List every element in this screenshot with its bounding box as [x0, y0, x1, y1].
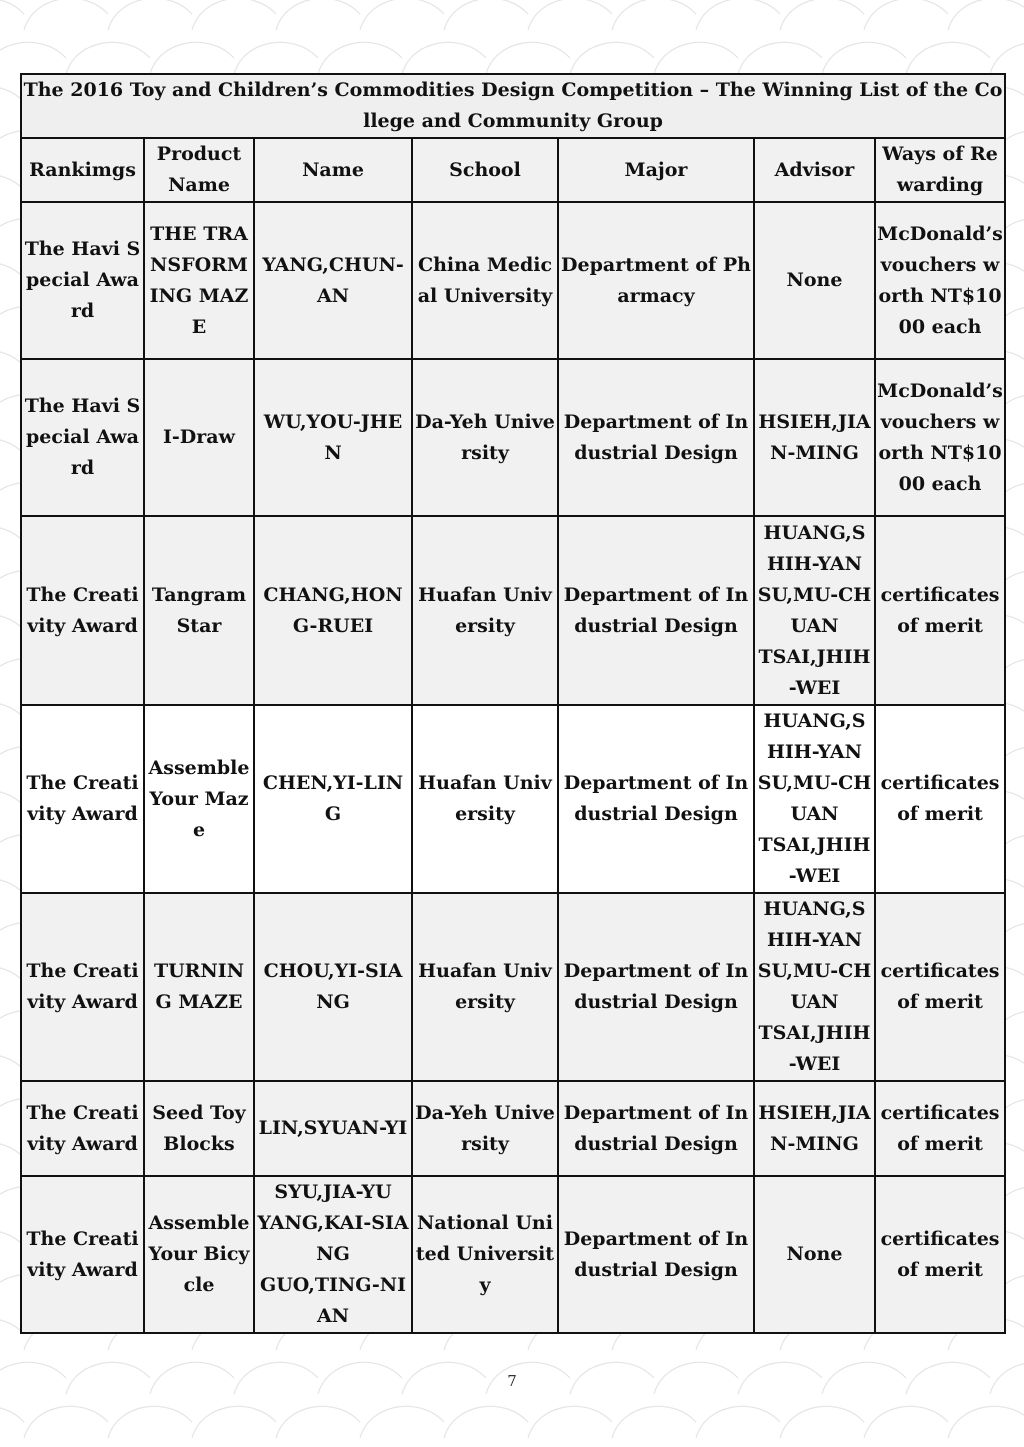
advisor-name: TSAI,JHIH-WEI — [758, 1022, 871, 1075]
table-row — [21, 705, 1005, 893]
header-rankings: Rankimgs — [21, 138, 144, 202]
student-name: LIN,SYUAN-YI — [258, 1117, 408, 1139]
name-cell — [254, 1176, 412, 1333]
school-cell: Da-Yeh University — [412, 359, 558, 516]
advisor-name: HUANG,SHIH-YAN — [763, 521, 866, 575]
product-name-cell: Assemble Your Bicycle — [144, 1176, 254, 1333]
product-name-cell: I-Draw — [144, 359, 254, 516]
header-advisor: Advisor — [754, 138, 875, 202]
advisor-name: HUANG,SHIH-YAN — [763, 710, 866, 763]
header-school: School — [412, 138, 558, 202]
advisor-name: TSAI,JHIH-WEI — [758, 834, 871, 887]
school-cell: Da-Yeh University — [412, 1081, 558, 1176]
school-cell: National United University — [412, 1176, 558, 1333]
advisor-name: SU,MU-CHUAN — [757, 960, 872, 1013]
advisor-cell — [754, 202, 875, 359]
student-name: YANG,CHUN-AN — [262, 253, 404, 307]
product-name-cell: Assemble Your Maze — [144, 705, 254, 893]
name-cell — [254, 359, 412, 516]
student-name: CHANG,HONG-RUEI — [263, 583, 403, 637]
advisor-name: None — [786, 1243, 843, 1265]
reward-cell: certificates of merit — [875, 1081, 1005, 1176]
reward-cell: certificates of merit — [875, 516, 1005, 705]
reward-cell: McDonald’s vouchers worth NT$1000 each — [875, 359, 1005, 516]
header-major: Major — [558, 138, 754, 202]
student-name: YANG,KAI-SIANG — [257, 1212, 409, 1265]
major-cell: Department of Industrial Design — [558, 1081, 754, 1176]
major-cell: Department of Industrial Design — [558, 893, 754, 1081]
advisor-cell — [754, 1176, 875, 1333]
advisor-cell — [754, 893, 875, 1081]
student-name: CHOU,YI-SIANG — [263, 960, 403, 1013]
name-cell — [254, 516, 412, 705]
winning-list-table — [20, 73, 1006, 1334]
ranking-cell: The Creativity Award — [21, 516, 144, 705]
name-cell — [254, 893, 412, 1081]
school-cell: Huafan University — [412, 516, 558, 705]
student-name: SYU,JIA-YU — [274, 1181, 392, 1203]
school-cell: China Medical University — [412, 202, 558, 359]
student-name: GUO,TING-NIAN — [260, 1274, 406, 1327]
product-name-cell: Seed Toy Blocks — [144, 1081, 254, 1176]
ranking-cell: The Creativity Award — [21, 1176, 144, 1333]
advisor-cell — [754, 705, 875, 893]
student-name: WU,YOU-JHEN — [263, 410, 403, 464]
major-cell: Department of Industrial Design — [558, 359, 754, 516]
product-name-cell: TURNING MAZE — [144, 893, 254, 1081]
reward-cell: certificates of merit — [875, 1176, 1005, 1333]
student-name: CHEN,YI-LING — [262, 772, 404, 825]
reward-cell: McDonald’s vouchers worth NT$1000 each — [875, 202, 1005, 359]
ranking-cell: The Creativity Award — [21, 705, 144, 893]
advisor-name: None — [786, 269, 843, 291]
table-row — [21, 893, 1005, 1081]
table-row — [21, 1176, 1005, 1333]
table-row — [21, 1081, 1005, 1176]
reward-cell: certificates of merit — [875, 893, 1005, 1081]
reward-cell: certificates of merit — [875, 705, 1005, 893]
advisor-cell — [754, 1081, 875, 1176]
table-row — [21, 359, 1005, 516]
major-cell: Department of Industrial Design — [558, 705, 754, 893]
advisor-cell — [754, 516, 875, 705]
header-product-name: Product Name — [144, 138, 254, 202]
ranking-cell: The Creativity Award — [21, 893, 144, 1081]
school-cell: Huafan University — [412, 705, 558, 893]
advisor-name: HSIEH,JIAN-MING — [758, 1101, 871, 1155]
ranking-cell: The Havi Special Award — [21, 359, 144, 516]
page-number: 7 — [507, 1372, 517, 1390]
name-cell — [254, 202, 412, 359]
school-cell: Huafan University — [412, 893, 558, 1081]
name-cell — [254, 1081, 412, 1176]
table-title: The 2016 Toy and Children’s Commodities Design Competition – The Winning List of the College and Community Group — [21, 74, 1005, 138]
major-cell: Department of Pharmacy — [558, 202, 754, 359]
table-row — [21, 516, 1005, 705]
ranking-cell: The Creativity Award — [21, 1081, 144, 1176]
product-name-cell: THE TRANSFORMING MAZE — [144, 202, 254, 359]
header-row — [21, 138, 1005, 202]
header-ways-of-rewarding: Ways of Rewarding — [875, 138, 1005, 202]
advisor-name: HUANG,SHIH-YAN — [763, 898, 866, 951]
advisor-name: TSAI,JHIH-WEI — [758, 645, 871, 699]
advisor-name: SU,MU-CHUAN — [757, 583, 872, 637]
major-cell: Department of Industrial Design — [558, 1176, 754, 1333]
table-row — [21, 202, 1005, 359]
advisor-cell — [754, 359, 875, 516]
header-name: Name — [254, 138, 412, 202]
name-cell — [254, 705, 412, 893]
product-name-cell: Tangram Star — [144, 516, 254, 705]
advisor-name: SU,MU-CHUAN — [757, 772, 872, 825]
major-cell: Department of Industrial Design — [558, 516, 754, 705]
advisor-name: HSIEH,JIAN-MING — [758, 410, 871, 464]
ranking-cell: The Havi Special Award — [21, 202, 144, 359]
